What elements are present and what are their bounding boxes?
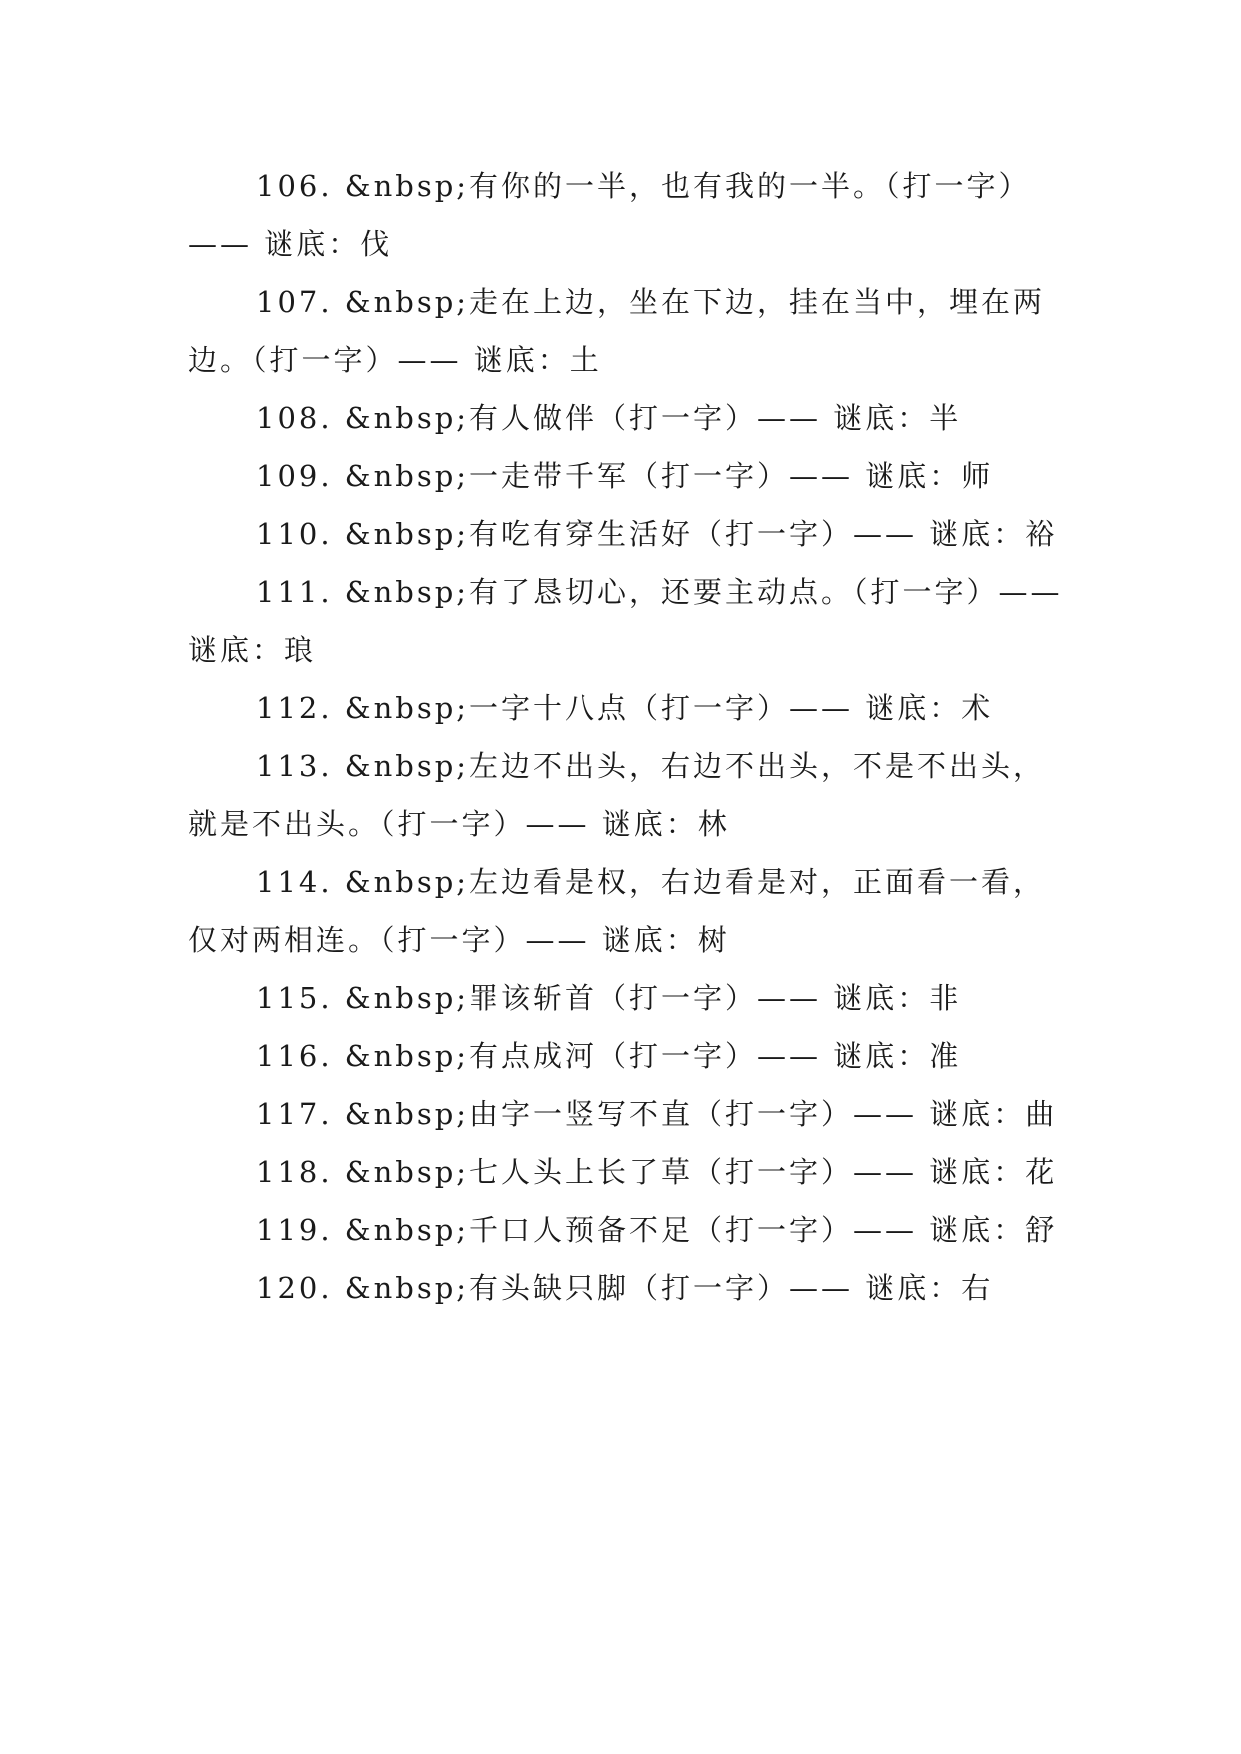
riddle-116: 116. &nbsp;有点成河（打一字）—— 谜底：准 [256, 1039, 962, 1073]
riddle-111: 111. &nbsp;有了恳切心，还要主动点。（打一字）—— 谜底：琅 [188, 575, 1063, 667]
riddle-108: 108. &nbsp;有人做伴（打一字）—— 谜底：半 [256, 401, 962, 435]
riddle-118: 118. &nbsp;七人头上长了草（打一字）—— 谜底：花 [256, 1155, 1058, 1189]
riddle-117: 117. &nbsp;由字一竖写不直（打一字）—— 谜底：曲 [256, 1097, 1058, 1131]
riddle-114: 114. &nbsp;左边看是权，右边看是对，正面看一看，仅对两相连。（打一字）—— 谜底：树 [188, 865, 1046, 957]
riddle-107: 107. &nbsp;走在上边，坐在下边，挂在当中，埋在两边。（打一字）—— 谜底：土 [188, 285, 1046, 377]
riddle-110: 110. &nbsp;有吃有穿生活好（打一字）—— 谜底：裕 [256, 517, 1058, 551]
riddle-106: 106. &nbsp;有你的一半，也有我的一半。（打一字）—— 谜底：伐 [188, 169, 1031, 261]
riddle-list [188, 157, 1068, 1317]
riddle-109: 109. &nbsp;一走带千军（打一字）—— 谜底：师 [256, 459, 994, 493]
riddle-115: 115. &nbsp;罪该斩首（打一字）—— 谜底：非 [256, 981, 962, 1015]
riddle-112: 112. &nbsp;一字十八点（打一字）—— 谜底：术 [256, 691, 994, 725]
riddle-119: 119. &nbsp;千口人预备不足（打一字）—— 谜底：舒 [256, 1213, 1058, 1247]
riddle-113: 113. &nbsp;左边不出头，右边不出头，不是不出头，就是不出头。（打一字）—— 谜底：林 [188, 749, 1046, 841]
riddle-120: 120. &nbsp;有头缺只脚（打一字）—— 谜底：右 [256, 1271, 994, 1305]
